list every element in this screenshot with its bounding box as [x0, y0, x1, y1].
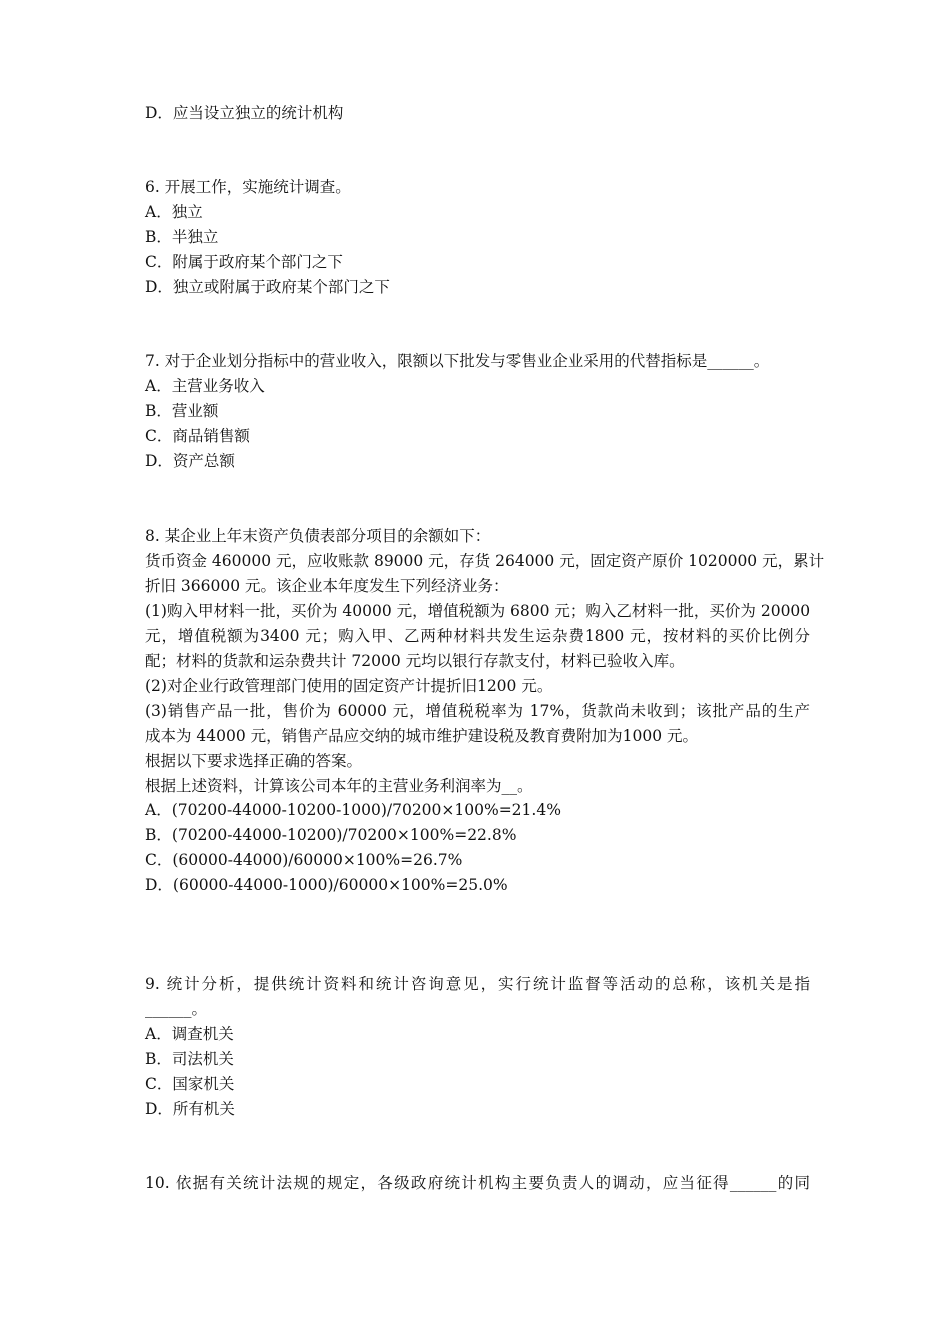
q8-option-b: B．(70200-44000-10200)/70200×100%=22.8%: [145, 826, 517, 844]
q9-option-b: B．司法机关: [145, 1050, 234, 1068]
q8-stem-line: (3)销售产品一批，售价为 60000 元，增值税税率为 17%，货款尚未收到；该批产品的生产: [145, 702, 810, 720]
q7-stem: 7. 对于企业划分指标中的营业收入，限额以下批发与零售业企业采用的代替指标是______。: [145, 352, 770, 370]
q7-option-b: B．营业额: [145, 402, 219, 420]
q8-stem-line: 成本为 44000 元，销售产品应交纳的城市维护建设税及教育费附加为1000 元。: [145, 727, 699, 745]
q9-option-d: D．所有机关: [145, 1100, 235, 1118]
q8-stem-line: 根据以下要求选择正确的答案。: [145, 752, 363, 770]
q6-option-c: C．附属于政府某个部门之下: [145, 253, 343, 271]
q7-option-c: C．商品销售额: [145, 427, 250, 445]
q8-option-a: A．(70200-44000-10200-1000)/70200×100%=21.4%: [145, 801, 561, 819]
q6-option-b: B．半独立: [145, 228, 219, 246]
q8-stem-line: (2)对企业行政管理部门使用的固定资产计提折旧1200 元。: [145, 677, 553, 695]
q8-stem-line: 货币资金 460000 元，应收账款 89000 元，存货 264000 元，固定资产原价 1020000 元，累计: [145, 552, 825, 570]
q9-option-c: C．国家机关: [145, 1075, 235, 1093]
q9-stem-line: ______。: [145, 1000, 208, 1018]
q8-stem-line: 折旧 366000 元。该企业本年度发生下列经济业务：: [145, 577, 509, 595]
q8-option-c: C．(60000-44000)/60000×100%=26.7%: [145, 851, 463, 869]
q7-option-d: D．资产总额: [145, 452, 235, 470]
q8-stem-line: 元，增值税额为3400 元；购入甲、乙两种材料共发生运杂费1800 元，按材料的买价比例分: [145, 627, 810, 645]
q8-option-d: D．(60000-44000-1000)/60000×100%=25.0%: [145, 876, 508, 894]
q6-stem: 6. 开展工作，实施统计调查。: [145, 178, 351, 196]
q10-stem: 10. 依据有关统计法规的规定，各级政府统计机构主要负责人的调动，应当征得______的同: [145, 1174, 810, 1192]
q5-option-d: D．应当设立独立的统计机构: [145, 104, 344, 122]
q9-option-a: A．调查机关: [145, 1025, 234, 1043]
q8-stem-line: 8. 某企业上年末资产负债表部分项目的余额如下：: [145, 527, 491, 545]
q6-option-a: A．独立: [145, 203, 203, 221]
q6-option-d: D．独立或附属于政府某个部门之下: [145, 278, 390, 296]
q7-option-a: A．主营业务收入: [145, 377, 265, 395]
q8-stem-line: 配；材料的货款和运杂费共计 72000 元均以银行存款支付，材料已验收入库。: [145, 652, 685, 670]
q9-stem-line: 9. 统计分析，提供统计资料和统计咨询意见，实行统计监督等活动的总称，该机关是指: [145, 975, 810, 993]
q8-stem-line: 根据上述资料，计算该公司本年的主营业务利润率为__。: [145, 777, 533, 795]
q8-stem-line: (1)购入甲材料一批，买价为 40000 元，增值税额为 6800 元；购入乙材料一批，买价为 20000: [145, 602, 811, 620]
